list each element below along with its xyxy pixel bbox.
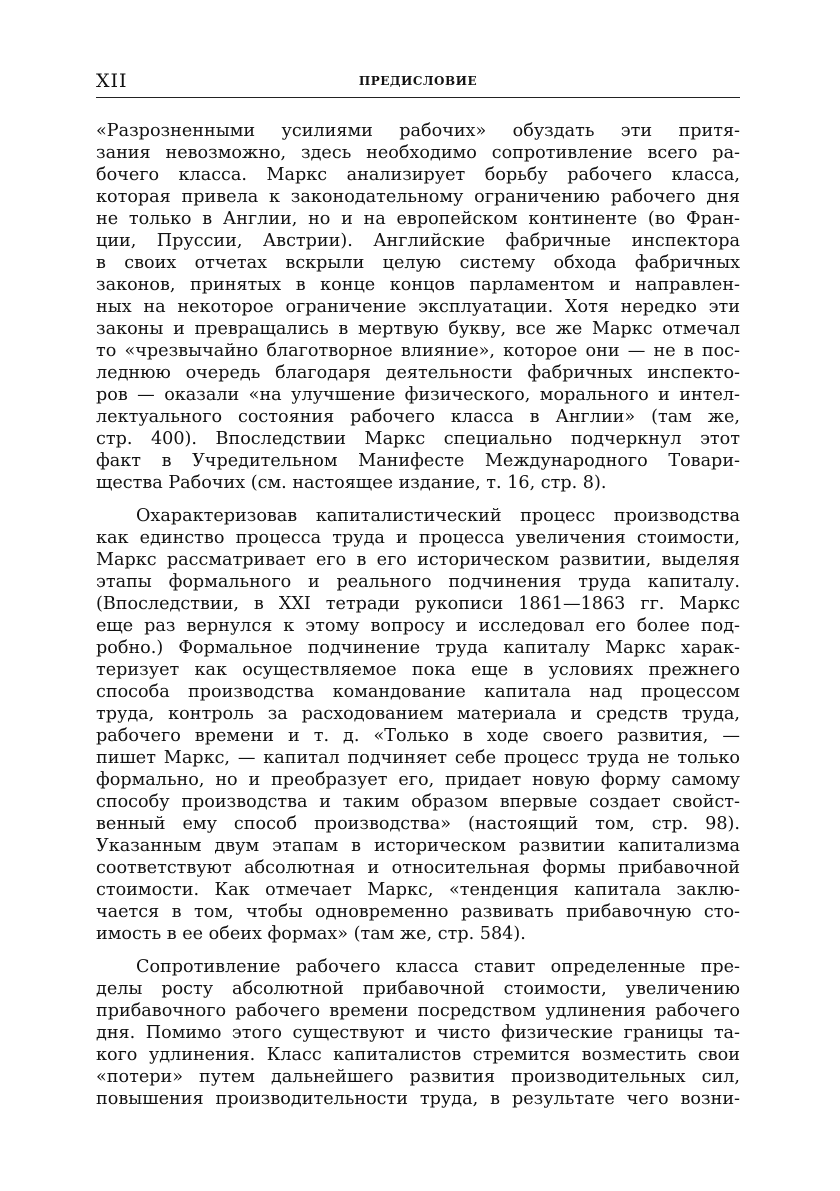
page-number: XII — [96, 70, 128, 92]
page-header — [96, 70, 740, 98]
text-line: не только в Англии, но и на европейском континенте (во Фран- — [96, 209, 740, 229]
text-line: бочего класса. Маркс анализирует борьбу рабочего класса, — [96, 165, 740, 185]
text-line: формально, но и преобразует его, придает новую форму самому — [96, 770, 740, 790]
text-line: стр. 400). Впоследствии Маркс специально подчеркнул этот — [96, 429, 740, 449]
text-line: делы росту абсолютной прибавочной стоимости, увеличению — [96, 979, 740, 999]
text-line: Маркс рассматривает его в его историческом развитии, выделяя — [96, 550, 740, 570]
text-line: лектуального состояния рабочего класса в Англии» (там же, — [96, 407, 740, 427]
text-line: леднюю очередь благодаря деятельности фабричных инспекто- — [96, 363, 740, 383]
text-line: в своих отчетах вскрыли целую систему обхода фабричных — [96, 253, 740, 273]
text-line: «Разрозненными усилиями рабочих» обуздать эти притя- — [96, 121, 740, 141]
running-title: ПРЕДИСЛОВИЕ — [358, 74, 478, 88]
text-line: имость в ее обеих формах» (там же, стр. 584). — [96, 924, 526, 944]
paragraph — [96, 120, 740, 494]
text-line: ных на некоторое ограничение эксплуатации. Хотя нередко эти — [96, 297, 740, 317]
text-line: труда, контроль за расходованием материала и средств труда, — [96, 704, 740, 724]
text-line: рабочего времени и т. д. «Только в ходе своего развития, — — [96, 726, 740, 746]
text-line: еще раз вернулся к этому вопросу и исследовал его более под- — [96, 616, 740, 636]
text-line: теризует как осуществляемое пока еще в условиях прежнего — [96, 660, 740, 680]
header-rule — [96, 97, 740, 98]
text-line: способа производства командование капитала над процессом — [96, 682, 740, 702]
text-line: повышения производительности труда, в результате чего возни- — [96, 1089, 740, 1109]
text-line: дня. Помимо этого существуют и чисто физические границы та- — [96, 1023, 740, 1043]
text-line: Охарактеризовав капиталистический процесс производства — [136, 506, 740, 526]
text-line: факт в Учредительном Манифесте Международного Товари- — [96, 451, 740, 471]
body-text — [96, 120, 740, 1121]
text-line: ров — оказали «на улучшение физического, морального и интел- — [96, 385, 740, 405]
paragraph — [96, 505, 740, 945]
text-line: чается в том, чтобы одновременно развивать прибавочную сто- — [96, 902, 740, 922]
text-line: зания невозможно, здесь необходимо сопротивление всего ра- — [96, 143, 740, 163]
text-line: законы и превращались в мертвую букву, все же Маркс отмечал — [96, 319, 740, 339]
text-line: венный ему способ производства» (настоящий том, стр. 98). — [96, 814, 740, 834]
paragraph — [96, 956, 740, 1110]
text-line: кого удлинения. Класс капиталистов стремится возместить свои — [96, 1045, 740, 1065]
text-line: то «чрезвычайно благотворное влияние», которое они — не в пос- — [96, 341, 740, 361]
text-line: (Впоследствии, в XXI тетради рукописи 1861—1863 гг. Маркс — [96, 594, 740, 614]
text-line: прибавочного рабочего времени посредством удлинения рабочего — [96, 1001, 740, 1021]
text-line: робно.) Формальное подчинение труда капиталу Маркс харак- — [96, 638, 740, 658]
text-line: ции, Пруссии, Австрии). Английские фабричные инспектора — [96, 231, 740, 251]
text-line: которая привела к законодательному ограничению рабочего дня — [96, 187, 740, 207]
text-line: «потери» путем дальнейшего развития производительных сил, — [96, 1067, 740, 1087]
text-line: этапы формального и реального подчинения труда капиталу. — [96, 572, 740, 592]
text-line: Указанным двум этапам в историческом развитии капитализма — [96, 836, 740, 856]
text-line: Сопротивление рабочего класса ставит определенные пре- — [136, 957, 740, 977]
text-line: стоимости. Как отмечает Маркс, «тенденция капитала заклю- — [96, 880, 740, 900]
text-line: способу производства и таким образом впервые создает свойст- — [96, 792, 740, 812]
text-line: законов, принятых в конце концов парламентом и направлен- — [96, 275, 740, 295]
text-line: щества Рабочих (см. настоящее издание, т. 16, стр. 8). — [96, 473, 607, 493]
text-line: как единство процесса труда и процесса увеличения стоимости, — [96, 528, 740, 548]
text-line: соответствуют абсолютная и относительная формы прибавочной — [96, 858, 740, 878]
text-line: пишет Маркс, — капитал подчиняет себе процесс труда не только — [96, 748, 740, 768]
